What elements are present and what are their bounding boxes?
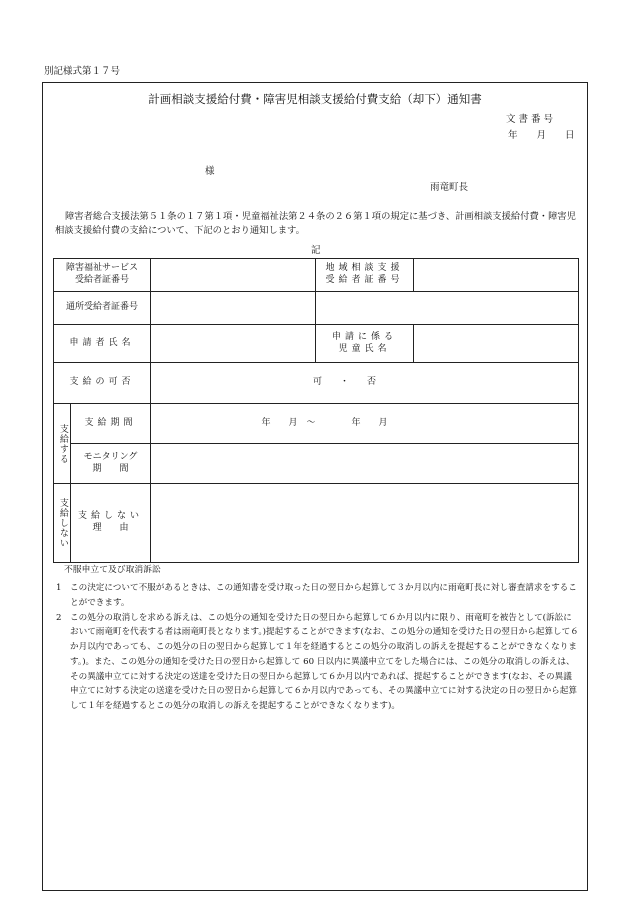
- document-number-label: 文 書 番 号: [506, 114, 554, 125]
- application-table: [53, 258, 579, 563]
- form-number: 別記様式第１７号: [44, 66, 121, 77]
- daycare-cert-number-field[interactable]: [151, 292, 316, 325]
- ki-marker: 記: [311, 245, 321, 256]
- monitoring-period-field[interactable]: [151, 444, 579, 484]
- not-provide-group-label: 支給しない: [54, 484, 71, 563]
- child-name-label: 申請に係る 児童氏名: [316, 325, 414, 363]
- appeal-notes: [56, 581, 580, 714]
- appeal-item: 1 この決定について不服があるときは、この通知書を受け取った日の翌日から起算して３か月以内に雨竜町長に対し審査請求をすることができます。: [56, 583, 577, 608]
- approval-label: 支給の可否: [54, 363, 151, 404]
- daycare-cert-blank: [316, 292, 579, 325]
- reason-label: 支給しない 理 由: [71, 484, 151, 563]
- applicant-name-field[interactable]: [151, 325, 316, 363]
- approval-choice[interactable]: 可 ・ 否: [151, 363, 579, 404]
- addressee-suffix: 様: [205, 166, 215, 177]
- period-field[interactable]: 年 月 ～ 年 月: [151, 404, 579, 444]
- monitoring-period-label: モニタリング 期 間: [71, 444, 151, 484]
- provide-group-label: 支給する: [54, 404, 71, 484]
- appeal-heading: 不服申立て及び取消訴訟: [64, 565, 161, 575]
- document-title: 計画相談支援給付費・障害児相談支援給付費支給（却下）通知書: [148, 92, 482, 106]
- welfare-cert-number-field[interactable]: [151, 259, 316, 292]
- regional-cert-label: 地域相談支援 受給者証番号: [316, 259, 414, 292]
- regional-cert-number-field[interactable]: [414, 259, 579, 292]
- daycare-cert-label: 通所受給者証番号: [54, 292, 151, 325]
- period-label: 支給期間: [71, 404, 151, 444]
- applicant-name-label: 申請者氏名: [54, 325, 151, 363]
- body-text: 障害者総合支援法第５１条の１７第１項・児童福祉法第２４条の２６第１項の規定に基づき、計画相談支援給付費・障害児相談支援給付費の支給について、下記のとおり通知します。: [55, 211, 576, 237]
- child-name-field[interactable]: [414, 325, 579, 363]
- welfare-cert-label: 障害福祉サービス 受給者証番号: [54, 259, 151, 292]
- reason-field[interactable]: [151, 484, 579, 563]
- issuer-name: 雨竜町長: [430, 182, 469, 193]
- issue-date-label: 年 月 日: [508, 130, 575, 141]
- appeal-item: 2 この処分の取消しを求める訴えは、この処分の通知を受けた日の翌日から起算して６か月以内に限り、雨竜町を被告として(訴訟において雨竜町を代表する者は雨竜町長となります。)提起することができます(なお、この処分の通知を受けた日の翌日から起算して６か月以内であっても、この処分の日の翌日から起算して１年を経過するとこの処分の取消しの訴えを提起することができなくなります。)。また、この処分の通知を受けた日の翌日から起算して 60 日以内に異議申立てをした場合には、この処分の取消しの訴えは、その異議申立てに対する決定の送達を受けた日の翌日から起算して６か月以内であれば、提起することができます(なお、その異議申立てに対する決定の送達を受けた日の翌日から起算して６か月以内であっても、その異議申立てに対する決定の日の翌日から起算して１年を経過するとこの処分の取消しの訴えを提起することができなくなります)。: [56, 612, 579, 712]
